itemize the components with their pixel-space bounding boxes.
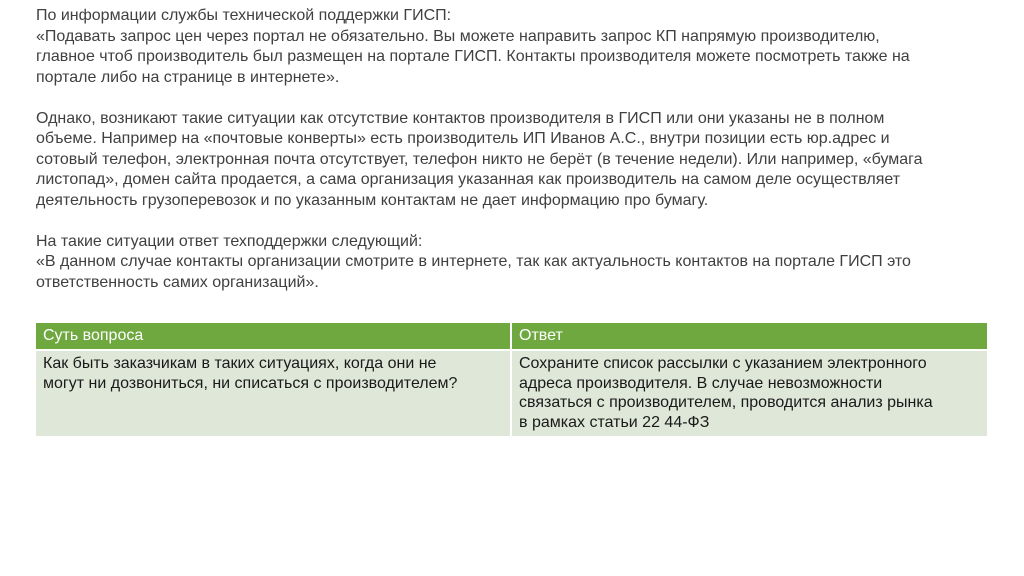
- paragraph-support-info: [36, 6, 986, 88]
- header-answer: Ответ: [511, 323, 987, 350]
- paragraph-situations: [36, 109, 986, 212]
- text-line: объеме. Например на «почтовые конверты» есть производитель ИП Иванов А.С., внутри позиции есть юр.адрес и: [36, 130, 890, 147]
- text-line: «Подавать запрос цен через портал не обязательно. Вы можете направить запрос КП напрямую производителю,: [36, 27, 880, 45]
- text-line: в рамках статьи 22 44-ФЗ: [519, 413, 710, 431]
- text-line: ответственность самих организаций».: [36, 273, 319, 291]
- cell-question: [36, 350, 511, 436]
- paragraph-support-answer: [36, 232, 986, 294]
- text-line: «В данном случае контакты организации смотрите в интернете, так как актуальность контактов на портале ГИСП это: [36, 253, 911, 270]
- table-header-row: [36, 323, 987, 350]
- text-line: Сохраните список рассылки с указанием электронного: [519, 355, 927, 372]
- text-line: По информации службы технической поддержки ГИСП:: [36, 7, 452, 24]
- text-line: листопад», домен сайта продается, а сама организация указанная как производитель на самом деле осуществляет: [36, 171, 901, 188]
- text-line: главное чтоб производитель был размещен на портале ГИСП. Контакты производителя можете посмотреть также на: [36, 48, 910, 65]
- text-line: сотовый телефон, электронная почта отсутствует, телефон никто не берёт (в течение недели). Или например, «бумага: [36, 150, 923, 168]
- slide-text: [36, 6, 986, 314]
- text-line: Однако, возникают такие ситуации как отсутствие контактов производителя в ГИСП или они указаны не в полном: [36, 109, 885, 127]
- qa-table: [36, 323, 987, 436]
- text-line: На такие ситуации ответ техподдержки следующий:: [36, 232, 423, 250]
- text-line: портале либо на странице в интернете».: [36, 68, 340, 86]
- text-line: адреса производителя. В случае невозможности: [519, 374, 883, 392]
- table-row: [36, 350, 987, 436]
- text-line: деятельность грузоперевозок и по указанным контактам не дает информацию про бумагу.: [36, 191, 709, 209]
- text-line: Как быть заказчикам в таких ситуациях, когда они не: [43, 355, 437, 372]
- cell-answer: [511, 350, 987, 436]
- text-line: могут ни дозвониться, ни списаться с производителем?: [43, 374, 458, 392]
- header-question: Суть вопроса: [36, 323, 511, 350]
- text-line: связаться с производителем, проводится анализ рынка: [519, 394, 933, 411]
